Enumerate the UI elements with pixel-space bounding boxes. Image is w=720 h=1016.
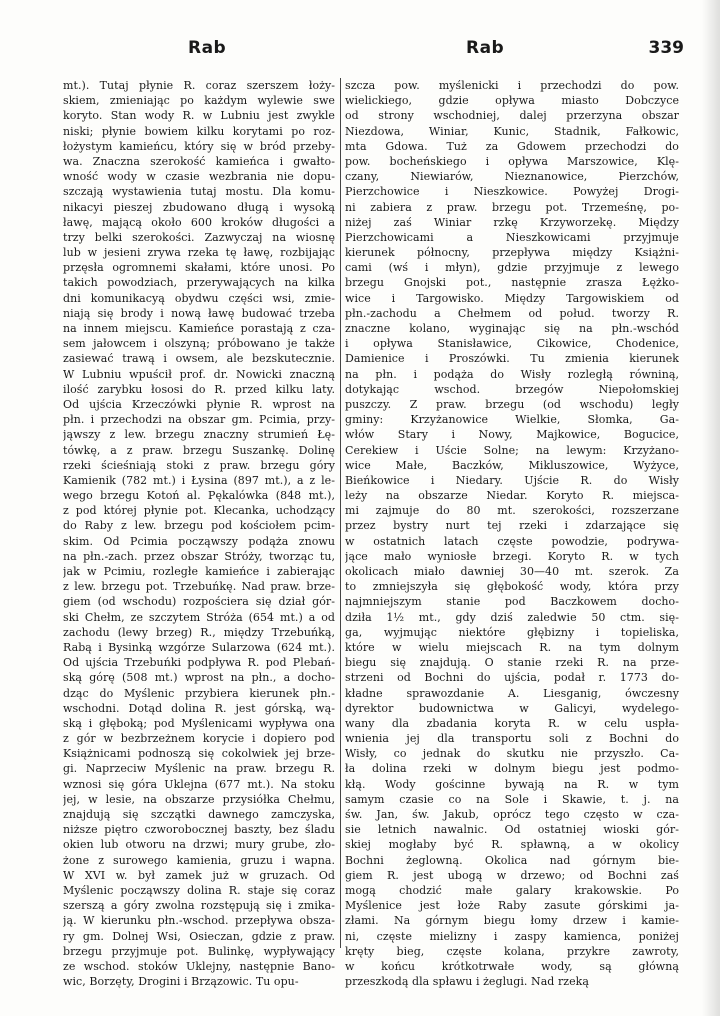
page-header bbox=[56, 38, 684, 62]
text-line: W XVI w. był zamek już w gruzach. Od bbox=[63, 868, 335, 882]
text-line: szcza pow. myślenicki i przechodzi do pow. bbox=[345, 79, 679, 92]
text-line: sem jałowcem i olszyną; próbowano je także bbox=[63, 337, 335, 351]
text-line: brzegu Gnojski pot., następnie zrasza Łężko- bbox=[345, 276, 679, 290]
text-line: nikacyi pieszej zbudowano długą i wysoką bbox=[63, 200, 335, 214]
text-line: szczają wystawienia tutaj mostu. Dla komu- bbox=[63, 185, 335, 199]
text-line: ze wschod. stoków Uklejny, następnie Bano- bbox=[63, 959, 335, 973]
text-line: ni, częste mielizny i zaspy kamienca, poniżej bbox=[345, 929, 679, 943]
text-line: niają się brody i nową ławę budować trzeba bbox=[63, 306, 335, 320]
text-line: Niezdowa, Winiar, Kunic, Stadnik, Fałkowic, bbox=[345, 124, 679, 138]
text-line: Kamienik (782 mt.) i Łysina (897 mt.), a z le- bbox=[63, 473, 335, 487]
text-line: znaczne kolano, wyginając się na płn.-wschód bbox=[345, 322, 679, 335]
text-line: ry gm. Dolnej Wsi, Osieczan, gdzie z praw. bbox=[63, 929, 335, 943]
text-line: Wisły, co jednak do skutku nie przyszło. Ca- bbox=[345, 747, 679, 761]
text-line: szerszą a góry zwolna rozstępują się i zmika- bbox=[63, 899, 335, 913]
text-line: W Lubniu wpuścił prof. dr. Nowicki znaczną bbox=[63, 367, 335, 381]
text-line: Książnicami podnoszą się cokolwiek jej brze- bbox=[63, 747, 335, 761]
text-line: ławę, mającą około 600 kroków długości a bbox=[63, 215, 335, 229]
text-line: niski; płynie bowiem kilku korytami po roz- bbox=[63, 124, 335, 138]
text-line: jąwszy z lew. brzegu znaczny strumień Łę- bbox=[63, 428, 335, 442]
text-line: wnienia jej dla transportu soli z Bochni do bbox=[345, 732, 679, 746]
text-line: dziła 1½ mt., gdy dziś zaledwie 50 ctm. się- bbox=[345, 610, 679, 624]
text-line: ilość zarybku łososi do R. przed kilku laty. bbox=[63, 382, 335, 396]
text-line: Cerekiew i Uście Solne; na lewym: Krzyżano- bbox=[345, 443, 679, 457]
right-column bbox=[345, 78, 679, 989]
text-line: skiem, zmieniając po każdym wylewie swe bbox=[63, 94, 335, 108]
text-line: ją. W kierunku płn.-wschod. przepływa obsza- bbox=[63, 914, 335, 928]
text-line: zasiewać trawą i owsem, ale bezskutecznie. bbox=[63, 352, 335, 366]
text-line: łożystym kamieńcu, który się w bród przeby- bbox=[63, 139, 335, 153]
text-line: mta Gdowa. Tuż za Gdowem przechodzi do bbox=[345, 139, 679, 153]
text-line: na innem miejscu. Kamieńce porastają z cza- bbox=[63, 322, 335, 335]
text-line: ską górę (508 mt.) wprost na płn., a docho- bbox=[63, 671, 335, 685]
text-line: gminy: Krzyżanowice Wielkie, Słomka, Ga- bbox=[345, 413, 679, 427]
text-line: które w wielu miejscach R. na tym dolnym bbox=[345, 640, 679, 654]
text-line: przez bystry nurt tej rzeki i zdarzające się bbox=[345, 519, 679, 533]
text-line: wność wody w czasie wezbrania nie dopu- bbox=[63, 170, 335, 184]
text-line: płn. i przechodzi na obszar gm. Pcimia, przy- bbox=[63, 413, 335, 427]
text-line: leży na obszarze Niedar. Koryto R. miejsca- bbox=[345, 489, 679, 503]
text-line: puszczy. Z praw. brzegu (od wschodu) legły bbox=[345, 397, 679, 411]
text-line: jej, w lesie, na obszarze przysiółka Chełmu, bbox=[63, 792, 335, 806]
text-line: biegu się znajdują. O stanie rzeki R. na prze- bbox=[345, 656, 679, 670]
text-line: św. Jan, św. Jakub, oprócz tego często w cza- bbox=[345, 808, 679, 821]
text-line: trzy belki szerokości. Zazwyczaj na wiosnę bbox=[63, 230, 335, 244]
text-line: wany dla zbadania koryta R. w celu uspła- bbox=[345, 716, 679, 730]
text-line: jące mało wyniosłe brzegi. Koryto R. w tych bbox=[345, 549, 679, 563]
text-line: dząc do Myślenic przybiera kierunek płn.- bbox=[63, 686, 335, 700]
text-line: ski Chełm, ze szczytem Stróża (654 mt.) a od bbox=[63, 610, 335, 624]
text-line: Od ujścia Trzebuńki podpływa R. pod Plebań- bbox=[63, 656, 335, 670]
text-line: z lew. brzegu pot. Trzebuńkę. Nad praw. brze- bbox=[63, 580, 335, 594]
text-line: rzeki ścieśniają stoki z praw. brzegu góry bbox=[63, 458, 335, 472]
text-line: mi zajmuje do 80 mt. szerokości, rozszerzane bbox=[345, 504, 679, 518]
text-line: Bochni żeglowną. Okolica nad górnym bie- bbox=[345, 853, 679, 867]
text-line: wielickiego, gdzie opływa miasto Dobczyce bbox=[345, 94, 679, 108]
text-line: kłą. Wody gościnne bywają na R. w tym bbox=[345, 777, 679, 791]
text-line: najmniejszym stanie pod Baczkowem docho- bbox=[345, 595, 679, 609]
text-line: wznosi się góra Uklejna (677 mt.). Na stoku bbox=[63, 777, 335, 791]
text-line: brzegu przyjmuje pot. Bulinkę, wypływający bbox=[63, 944, 335, 958]
text-line: okolicach miało dawniej 30—40 mt. szerok. Za bbox=[345, 565, 679, 578]
running-head-left: Rab bbox=[188, 38, 227, 58]
text-line: to zmniejszyła się głębokość wody, która przy bbox=[345, 580, 679, 594]
page-number: 339 bbox=[648, 38, 684, 58]
column-divider bbox=[340, 78, 341, 948]
text-line: strzeni od Bochni do ujścia, podał r. 1773 do- bbox=[345, 671, 679, 685]
text-line: i opływa Stanisławice, Cikowice, Chodenice, bbox=[345, 337, 679, 351]
text-line: dotykając wschod. brzegów Niepołomskiej bbox=[345, 382, 679, 396]
text-line: Bieńkowice i Niedary. Ujście R. do Wisły bbox=[345, 473, 679, 487]
text-line: okien lub otworu na drzwi; mury grube, zło- bbox=[63, 838, 335, 852]
text-line: do Raby z lew. brzegu pod kościołem pcim- bbox=[63, 519, 335, 533]
text-line: dyrektor budownictwa w Galicyi, wydelego- bbox=[345, 701, 679, 715]
text-line: przęsła ogromnemi skałami, które unosi. Po bbox=[63, 261, 335, 275]
text-line: mogą chodzić małe galary krakowskie. Po bbox=[345, 883, 679, 897]
text-line: niższe piętro czworobocznej baszty, bez śladu bbox=[63, 823, 335, 837]
text-line: dni komunikacyą obydwu części wsi, zmie- bbox=[63, 291, 335, 305]
text-line: kładne sprawozdanie A. Liesganig, ówczesny bbox=[345, 686, 679, 700]
text-columns bbox=[63, 78, 685, 989]
text-line: giem R. jest ubogą w drzewo; od Bochni zaś bbox=[345, 868, 679, 882]
text-line: płn.-zachodu a Chełmem od połud. tworzy R. bbox=[345, 306, 679, 320]
text-line: znajdują się szczątki dawnego zamczyska, bbox=[63, 808, 335, 821]
text-line: skiej mogłaby być R. spławną, a w okolicy bbox=[345, 838, 679, 852]
text-line: kręty bieg, częste kolana, przykre zawroty, bbox=[345, 944, 679, 958]
text-line: tówkę, a z praw. brzegu Suszankę. Dolinę bbox=[63, 443, 335, 457]
text-line: czany, Niewiarów, Nieznanowice, Pierzchów, bbox=[345, 170, 679, 184]
text-line: od strony wschodniej, dalej przerzyna obszar bbox=[345, 109, 679, 123]
text-line: ską i głęboką; pod Myślenicami wypływa ona bbox=[63, 716, 335, 730]
text-line: gi. Naprzeciw Myślenic na praw. brzegu R. bbox=[63, 762, 335, 776]
text-line: samym czasie co na Sole i Skawie, t. j. na bbox=[345, 792, 679, 806]
text-line: Rabą i Bysinką wzgórze Sularzowa (624 mt.). bbox=[63, 640, 335, 654]
page-edge-shadow bbox=[702, 0, 720, 1016]
text-line: z gór w bezbrzeżnem korycie i dopiero pod bbox=[63, 732, 335, 746]
text-line: Damienice i Proszówki. Tu zmienia kierunek bbox=[345, 352, 679, 366]
text-line: wego brzegu Kotoń al. Pękalówka (848 mt.), bbox=[63, 489, 335, 503]
text-line: mt.). Tutaj płynie R. coraz szerszem łoży- bbox=[63, 79, 335, 92]
text-line: takich powodziach, przerywających na kilka bbox=[63, 276, 335, 290]
text-line: żone z surowego kamienia, gruzu i wapna. bbox=[63, 853, 335, 867]
text-line: wschodni. Dotąd dolina R. jest górską, wą- bbox=[63, 701, 335, 715]
text-line: przeszkodą dla spławu i żeglugi. Nad rzeką bbox=[345, 975, 589, 989]
text-line: jak w Pcimiu, rozległe kamieńce i zabierając bbox=[63, 565, 335, 578]
text-line: sie letnich nawalnic. Od ostatniej wioski gór- bbox=[345, 823, 679, 837]
text-line: na płn. i podąża do Wisły rozległą równiną, bbox=[345, 367, 679, 381]
text-line: lub w jesieni zrywa rzeka tę ławę, rozbijając bbox=[63, 246, 335, 260]
text-line: koryto. Stan wody R. w Lubniu jest zwykle bbox=[63, 109, 335, 123]
text-line: ga, wyjmując niektóre głębizny i topieliska, bbox=[345, 625, 679, 639]
text-line: giem (od wschodu) rozpościera się dział gór- bbox=[63, 595, 335, 609]
running-head-right: Rab bbox=[466, 38, 505, 58]
text-line: ni zabiera z praw. brzegu pot. Trzemeśnę, po- bbox=[345, 200, 679, 214]
text-line: włów Stary i Nowy, Majkowice, Bogucice, bbox=[345, 428, 679, 442]
text-line: złami. Na górnym biegu łomy drzew i kamie- bbox=[345, 914, 679, 928]
text-line: skim. Od Pcimia począwszy podąża znowu bbox=[63, 534, 335, 548]
text-line: Myślenice jest łoże Raby zasute górskimi ja- bbox=[345, 899, 679, 913]
text-line: Pierzchowice i Nieszkowice. Powyżej Drogi- bbox=[345, 185, 679, 199]
text-line: wice i Targowisko. Między Targowiskiem od bbox=[345, 291, 679, 305]
text-line: Pierzchowicami a Nieszkowicami przyjmuje bbox=[345, 230, 679, 244]
text-line: z pod której płynie pot. Klecanka, uchodzący bbox=[63, 504, 335, 518]
text-line: kierunek północny, przepływa między Książni- bbox=[345, 246, 679, 260]
text-line: na płn.-zach. przez obszar Stróży, tworząc tu, bbox=[63, 549, 335, 563]
text-line: w ostatnich latach częste powodzie, podrywa- bbox=[345, 534, 679, 548]
text-line: wic, Borzęty, Drogini i Brzązowic. Tu opu- bbox=[63, 975, 299, 989]
text-line: wa. Znaczna szerokość kamieńca i gwałto- bbox=[63, 154, 335, 168]
text-line: wice Małe, Baczków, Mikluszowice, Wyżyce, bbox=[345, 458, 679, 472]
text-line: ła dolina rzeki w dolnym biegu jest podmo- bbox=[345, 762, 679, 776]
text-line: Myślenic począwszy dolina R. staje się coraz bbox=[63, 883, 335, 897]
text-line: niżej zaś Winiar rzkę Krzyworzekę. Między bbox=[345, 215, 679, 229]
text-line: w końcu krótkotrwałe wody, są główną bbox=[345, 959, 679, 973]
text-line: Od ujścia Krzeczówki płynie R. wprost na bbox=[63, 397, 335, 411]
text-line: zachodu (lewy brzeg) R., między Trzebuńką, bbox=[63, 625, 335, 639]
left-column bbox=[63, 78, 335, 989]
text-line: pow. bocheńskiego i opływa Marszowice, Klę- bbox=[345, 154, 679, 168]
text-line: cami (wś i młyn), gdzie przyjmuje z lewego bbox=[345, 261, 679, 275]
